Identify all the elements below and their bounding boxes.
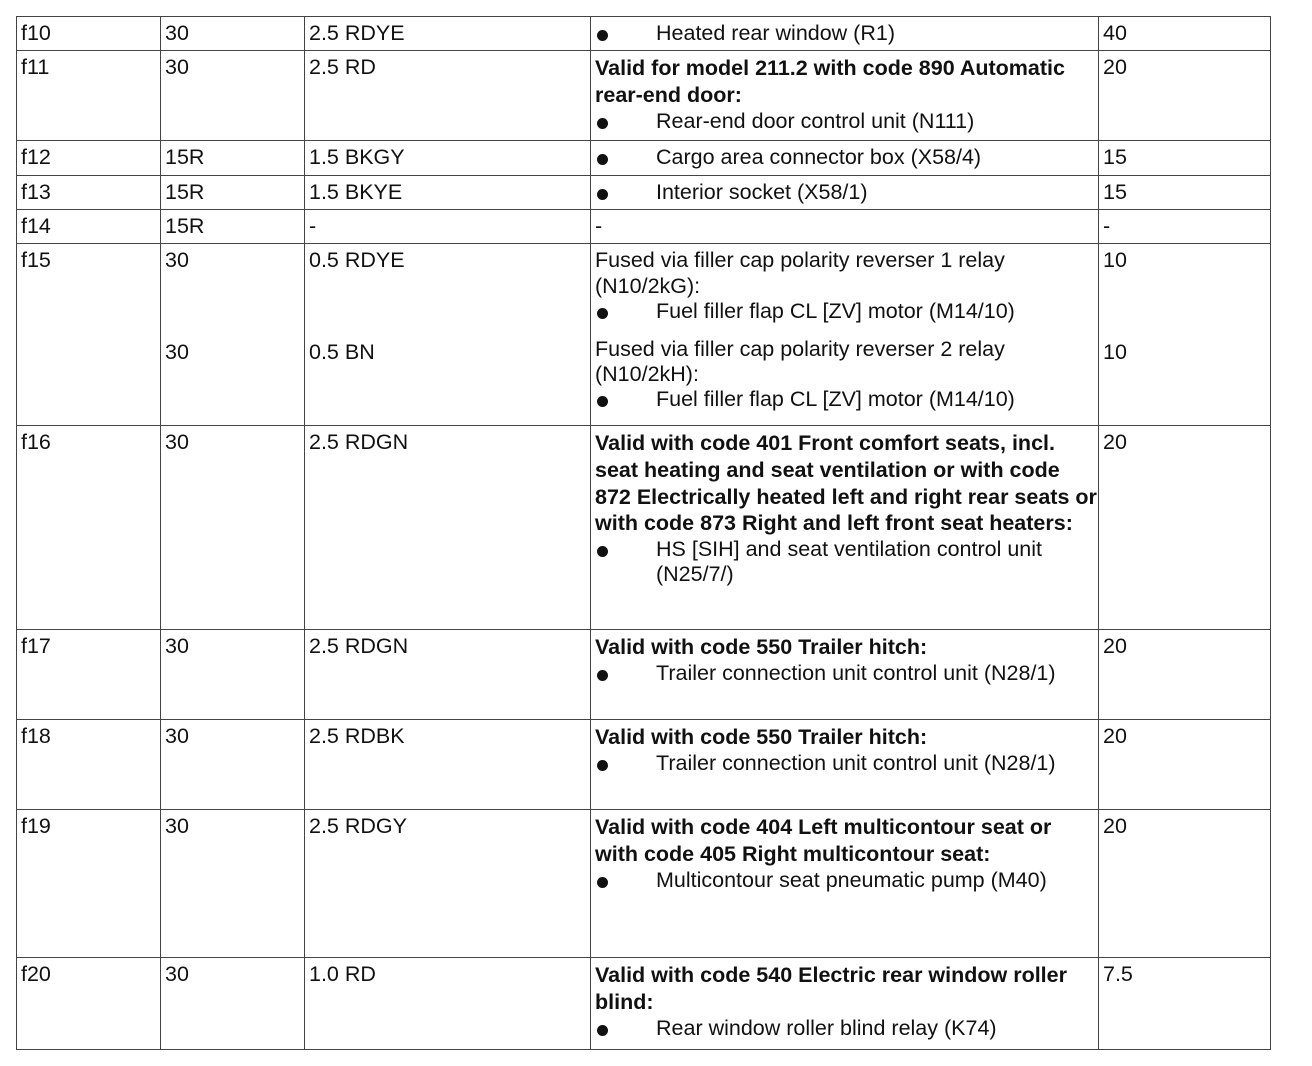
bullet-icon — [595, 21, 656, 46]
consumer-text: HS [SIH] and seat ventilation control unit (N25/7/) — [656, 537, 1043, 587]
amperage-cell: 20 — [1099, 810, 1271, 958]
validity-condition: Valid with code 550 Trailer hitch: — [595, 725, 928, 750]
consumer-text: Rear window roller blind relay (K74) — [656, 1015, 997, 1040]
consumer-item — [595, 537, 1098, 588]
bullet-icon — [595, 299, 656, 324]
validity-condition: Valid with code 401 Front comfort seats, incl. seat heating and seat ventilation or with code 872 Electrically heated left and right rear seats or with code 873 Right and left front seat heaters: — [595, 431, 1097, 536]
table-row — [17, 17, 1271, 51]
fuse-table — [16, 16, 1271, 1050]
terminal-cell: 30 — [161, 720, 305, 810]
table-row — [17, 426, 1271, 630]
terminal-cell: 30 — [161, 51, 305, 141]
consumer-text: Fuel filler flap CL [ZV] motor (M14/10) — [656, 299, 1015, 324]
fuse-cell: f10 — [17, 17, 161, 51]
consumer-text: Trailer connection unit control unit (N28/1) — [656, 661, 1056, 686]
consumer-text: Fuel filler flap CL [ZV] motor (M14/10) — [656, 387, 1015, 412]
function-cell — [591, 17, 1099, 51]
table-row — [17, 175, 1271, 209]
function-cell — [591, 51, 1099, 141]
table-row — [17, 720, 1271, 810]
fuse-cell: f13 — [17, 175, 161, 209]
consumer-item — [595, 21, 1098, 46]
table-row — [17, 810, 1271, 958]
terminal-cell: 30 — [161, 17, 305, 51]
amperage-cell: 15 — [1099, 141, 1271, 175]
fuse-cell: f19 — [17, 810, 161, 958]
consumer-text: Rear-end door control unit (N111) — [656, 108, 975, 133]
amperage-cell: 7.5 — [1099, 958, 1271, 1050]
consumer-item — [595, 751, 1098, 776]
wire-cell: 2.5 RD — [305, 51, 591, 141]
consumer-text: Multicontour seat pneumatic pump (M40) — [656, 867, 1047, 892]
wire-cell: 1.0 RD — [305, 958, 591, 1050]
terminal-cell: 15R — [161, 175, 305, 209]
wire-cell: 2.5 RDGY — [305, 810, 591, 958]
function-cell — [591, 426, 1099, 630]
function-cell — [591, 244, 1099, 426]
table-row — [17, 630, 1271, 720]
bullet-icon — [595, 145, 656, 170]
amperage-cell: 40 — [1099, 17, 1271, 51]
fuse-cell: f20 — [17, 958, 161, 1050]
bullet-icon — [595, 537, 656, 562]
wire-value: 0.5 RDYE — [309, 248, 405, 273]
wire-cell: 1.5 BKGY — [305, 141, 591, 175]
terminal-cell: 30 — [161, 958, 305, 1050]
terminal-cell — [161, 244, 305, 426]
validity-condition: Valid with code 550 Trailer hitch: — [595, 635, 928, 660]
amperage-value: 10 — [1103, 339, 1127, 364]
table-row — [17, 958, 1271, 1050]
amperage-cell: 20 — [1099, 51, 1271, 141]
consumer-item — [595, 868, 1098, 893]
terminal-cell: 30 — [161, 810, 305, 958]
function-cell — [591, 630, 1099, 720]
validity-condition: Valid with code 540 Electric rear window roller blind: — [595, 963, 1067, 1015]
bullet-icon — [595, 180, 656, 205]
terminal-cell: 30 — [161, 426, 305, 630]
wire-cell — [305, 244, 591, 426]
fuse-cell: f17 — [17, 630, 161, 720]
consumer-text: Interior socket (X58/1) — [656, 179, 868, 204]
wire-cell: 2.5 RDYE — [305, 17, 591, 51]
fuse-cell: f12 — [17, 141, 161, 175]
consumer-item — [595, 299, 1098, 324]
amperage-cell: 20 — [1099, 426, 1271, 630]
function-cell — [591, 141, 1099, 175]
function-cell — [591, 810, 1099, 958]
wire-cell: 2.5 RDGN — [305, 630, 591, 720]
bullet-icon — [595, 661, 656, 686]
amperage-cell: 15 — [1099, 175, 1271, 209]
consumer-text: Trailer connection unit control unit (N28/1) — [656, 751, 1056, 776]
consumer-item — [595, 109, 1098, 134]
consumer-item — [595, 1016, 1098, 1041]
fuse-cell: f11 — [17, 51, 161, 141]
terminal-cell: 15R — [161, 141, 305, 175]
function-cell — [591, 958, 1099, 1050]
wire-cell: 1.5 BKYE — [305, 175, 591, 209]
validity-condition: Valid with code 404 Left multicontour seat or with code 405 Right multicontour seat: — [595, 815, 1052, 867]
terminal-cell: 15R — [161, 210, 305, 244]
consumer-item — [595, 180, 1098, 205]
wire-cell: - — [305, 210, 591, 244]
function-cell — [591, 175, 1099, 209]
bullet-icon — [595, 387, 656, 412]
table-row — [17, 141, 1271, 175]
wire-value: 0.5 BN — [309, 339, 375, 364]
consumer-item — [595, 145, 1098, 170]
fuse-cell: f16 — [17, 426, 161, 630]
amperage-cell: 20 — [1099, 630, 1271, 720]
consumer-text: Cargo area connector box (X58/4) — [656, 145, 982, 170]
fuse-cell: f14 — [17, 210, 161, 244]
amperage-value: 10 — [1103, 248, 1127, 273]
function-cell — [591, 720, 1099, 810]
consumer-text: Heated rear window (R1) — [656, 21, 895, 45]
bullet-icon — [595, 751, 656, 776]
amperage-cell: - — [1099, 210, 1271, 244]
relay-note: Fused via filler cap polarity reverser 1 relay (N10/2kG): — [595, 248, 1005, 298]
wire-cell: 2.5 RDGN — [305, 426, 591, 630]
wire-cell: 2.5 RDBK — [305, 720, 591, 810]
terminal-cell: 30 — [161, 630, 305, 720]
fuse-cell: f15 — [17, 244, 161, 426]
amperage-cell: 20 — [1099, 720, 1271, 810]
bullet-icon — [595, 109, 656, 134]
relay-note: Fused via filler cap polarity reverser 2 relay (N10/2kH): — [595, 336, 1005, 386]
function-cell: - — [591, 210, 1099, 244]
terminal-value: 30 — [165, 339, 189, 364]
validity-condition: Valid for model 211.2 with code 890 Automatic rear-end door: — [595, 56, 1065, 108]
fuse-cell: f18 — [17, 720, 161, 810]
consumer-item — [595, 661, 1098, 686]
terminal-value: 30 — [165, 248, 189, 273]
table-row — [17, 244, 1271, 426]
table-row — [17, 51, 1271, 141]
consumer-item — [595, 387, 1098, 412]
table-row — [17, 210, 1271, 244]
bullet-icon — [595, 868, 656, 893]
amperage-cell — [1099, 244, 1271, 426]
bullet-icon — [595, 1016, 656, 1041]
